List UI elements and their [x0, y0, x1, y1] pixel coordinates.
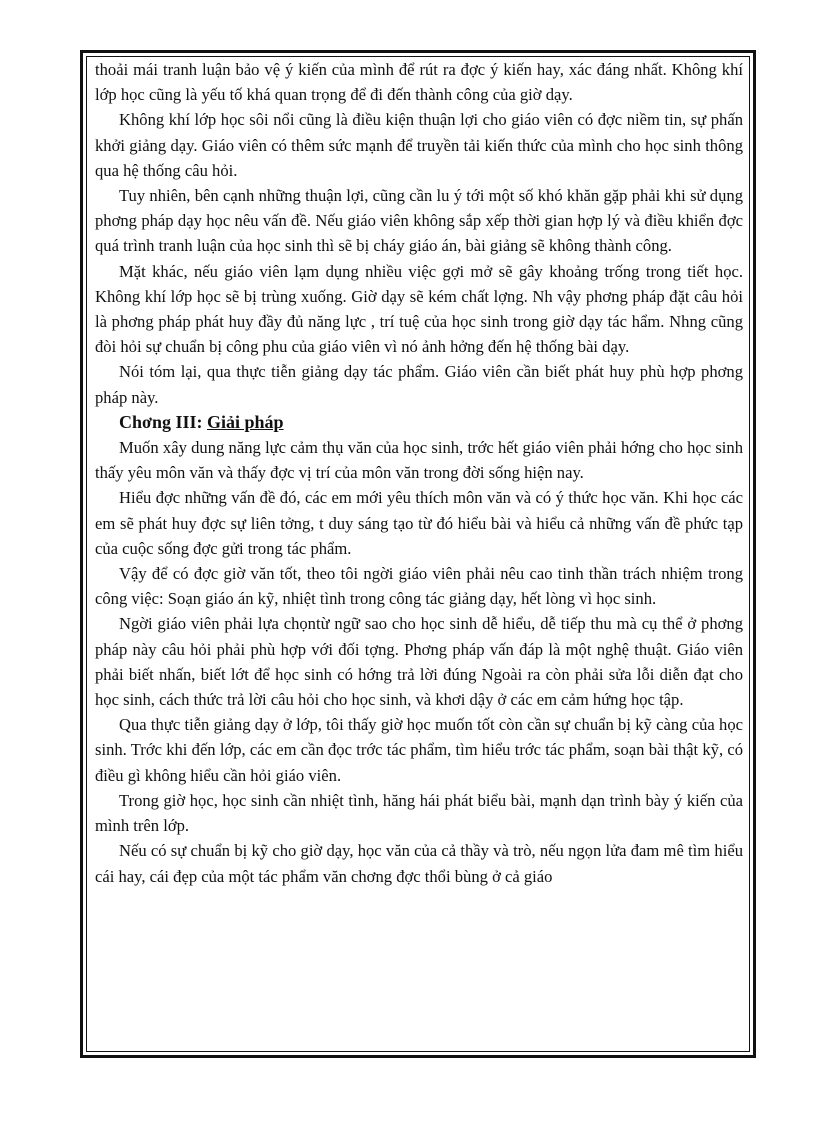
section-before-heading	[95, 57, 743, 410]
paragraph: thoải mái tranh luận bảo vệ ý kiến của mình để rút ra đợc ý kiến hay, xác đáng nhất. Không khí lớp học cũng là yếu tố khá quan trọng để đi đến thành công của giờ dạy.	[95, 60, 743, 105]
paragraph: Vậy để có đợc giờ văn tốt, theo tôi ngời giáo viên phải nêu cao tinh thần trách nhiệm trong công việc: Soạn giáo án kỹ, nhiệt tình trong công tác giảng dạy, hết lòng vì học sinh.	[95, 564, 743, 609]
paragraph: Muốn xây dung năng lực cảm thụ văn của học sinh, trớc hết giáo viên phải hớng cho học sinh thấy yêu môn văn và thấy đợc vị trí của môn văn trong đời sống hiện nay.	[95, 438, 743, 483]
section-after-heading	[95, 435, 743, 889]
paragraph: Tuy nhiên, bên cạnh những thuận lợi, cũng cần lu ý tới một số khó khăn gặp phải khi sử dụng phơng pháp dạy học nêu vấn đề. Nếu giáo viên không sắp xếp thời gian hợp lý và điều khiển đợc quá trình tranh luận của học sinh thì sẽ bị cháy giáo án, bài giảng sẽ không thành công.	[95, 186, 743, 256]
paragraph: Trong giờ học, học sinh cần nhiệt tình, hăng hái phát biểu bài, mạnh dạn trình bày ý kiến của mình trên lớp.	[95, 790, 743, 836]
paragraph: Hiểu đợc những vấn đề đó, các em mới yêu thích môn văn và có ý thức học văn. Khi học các em sẽ phát huy đợc sự liên tởng, t duy sáng tạo từ đó hiểu bài và hiểu cả những vấn đề phức tạp của cuộc sống đợc gửi trong tác phẩm.	[95, 488, 743, 558]
paragraph: Không khí lớp học sôi nổi cũng là điều kiện thuận lợi cho giáo viên có đợc niềm tin, sự phấn khởi giảng dạy. Giáo viên có thêm sức mạnh để truyền tải kiến thức của mình cho học sinh thông qua hệ thống câu hỏi.	[95, 110, 743, 180]
paragraph: Nói tóm lại, qua thực tiễn giảng dạy tác phẩm. Giáo viên cần biết phát huy phù hợp phơng pháp này.	[95, 362, 743, 407]
document-body	[95, 57, 743, 889]
chapter-heading-title: Giải pháp	[207, 411, 284, 432]
paragraph: Ngời giáo viên phải lựa chọntừ ngữ sao cho học sinh dễ hiểu, dễ tiếp thu mà cụ thể ở phơng pháp này câu hỏi phải phù hợp với đối tợng. Phơng pháp vấn đáp là một nghệ thuật. Giáo viên phải biết nhấn, biết lớt để học sinh có hớng trả lời đúng Ngoài ra còn phải sửa lỗi diễn đạt cho học sinh, cách thức trả lời câu hỏi cho học sinh, và khơi dậy ở các em cảm hứng học tập.	[95, 614, 743, 710]
paragraph: Qua thực tiễn giảng dạy ở lớp, tôi thấy giờ học muốn tốt còn cần sự chuẩn bị kỹ càng của học sinh. Trớc khi đến lớp, các em cần đọc trớc tác phẩm, tìm hiểu trớc tác phẩm, soạn bài thật kỹ, có điều gì không hiểu cần hỏi giáo viên.	[95, 715, 743, 785]
chapter-heading-prefix: Chơng III:	[119, 411, 207, 432]
paragraph: Mặt khác, nếu giáo viên lạm dụng nhiều việc gợi mở sẽ gây khoảng trống trong tiết học. Không khí lớp học sẽ bị trùng xuống. Giờ dạy sẽ kém chất lợng. Nh vậy phơng pháp đặt câu hỏi là phơng pháp phát huy đầy đủ năng lực , trí tuệ của học sinh trong giờ dạy tác hẩm. Nhng cũng đòi hỏi sự chuẩn bị công phu của giáo viên vì nó ảnh hởng đến hệ thống bài dạy.	[95, 261, 743, 357]
paragraph: Nếu có sự chuẩn bị kỹ cho giờ dạy, học văn của cả thầy và trò, nếu ngọn lửa đam mê tìm hiểu cái hay, cái đẹp của một tác phẩm văn chơng đợc thổi bùng ở cả giáo	[95, 841, 743, 886]
chapter-heading	[95, 410, 743, 435]
